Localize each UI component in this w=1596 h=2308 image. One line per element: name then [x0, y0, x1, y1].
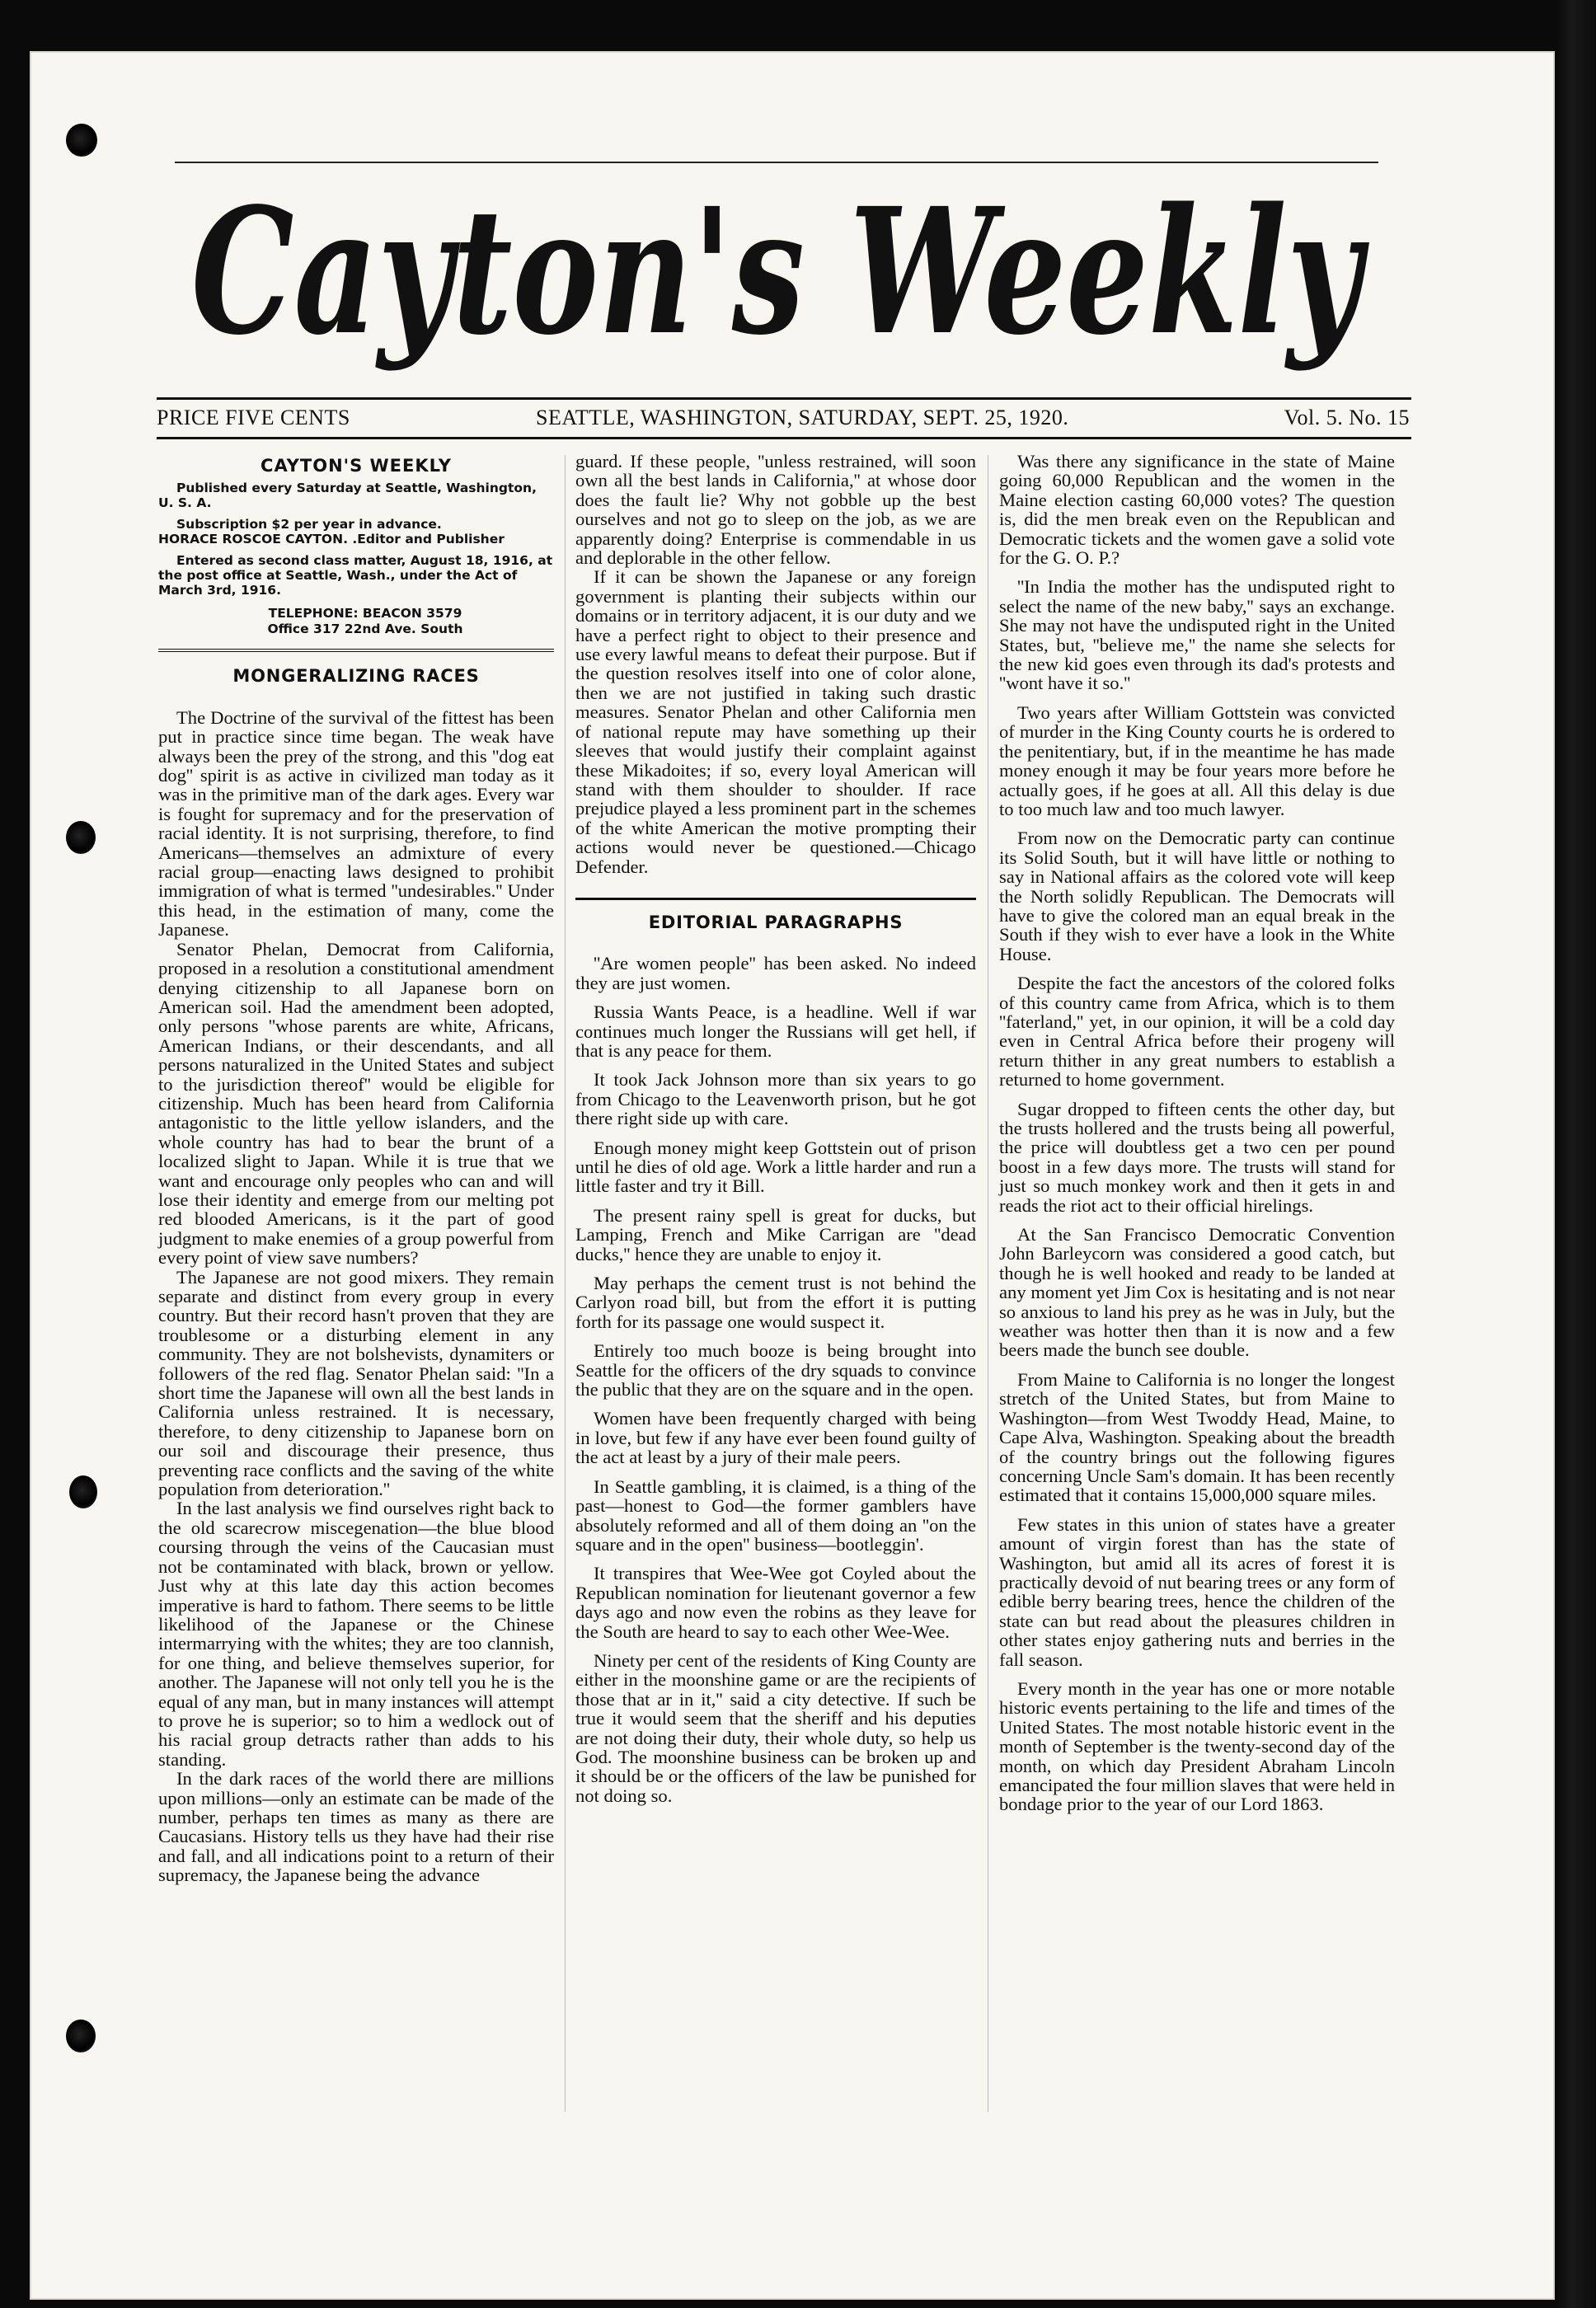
editorial-paragraph: Despite the fact the ancestors of the colored folks of this country came from Africa, which is to them ''faterland,'' yet, in our opinion, it will be a cold day even in Central Africa before their progeny will return thither in any great numbers to establish a returned to home government. [999, 973, 1395, 1091]
masthead-rule [157, 397, 1411, 400]
editorial-paragraph: Two years after William Gottstein was convicted of murder in the King County courts he is ordered to the penitentiary, but, if in the meantime he has made money enough it may be four years more before he actually goes, if he goes at all. All this delay is due to too much law and too much lawyer. [999, 701, 1395, 819]
article-paragraph: Senator Phelan, Democrat from California, proposed in a resolution a constitutional amendment denying citizenship to all Japanese born on American soil. Had the amendment been adopted, only persons ''whose parents are white, Africans, American Indians, or their descendants, and all persons naturalized in the United States and subject to the jurisdiction thereof'' would be eligible for citizenship. Much has been heard from California antagonistic to the little yellow islanders, and the whole country has had to bear the brunt of a localized slight to Japan. While it is true that we want and encourage only peoples who can and will lose their identity and emerge from our melting pot red blooded Americans, is it the part of good judgment to make enemies of a group powerful from every point of view save numbers? [158, 938, 554, 1269]
masthead-title: Cayton's Weekly [191, 170, 1370, 373]
price: PRICE FIVE CENTS [157, 406, 350, 429]
editorial-paragraph: Was there any significance in the state of Maine going 60,000 Republican and the women in the Maine election casting 60,000 votes? The question is, did the men break even on the Republican and Democratic tickets and the women gave a solid vote for the G. O. P.? [999, 451, 1395, 569]
article-paragraph: In the last analysis we find ourselves right back to the old scarecrow miscegenation—the blue blood coursing through the veins of the Caucasian must not be contaminated with black, brown or yellow. Just why at this late day this action becomes imperative is hard to fathom. There seems to be little likelihood of the Japanese or the Chinese intermarrying with the whites; they are too clannish, for one thing, and believe themselves superior, for another. The Japanese will not only tell you he is the equal of any man, but in many instances will attempt to prove he is superior; so to him a wedlock out of his racial group detracts rather than adds to his standing. [158, 1498, 554, 1770]
info-bar-rule [157, 437, 1411, 439]
column-1 [158, 452, 554, 1885]
binding-hole [69, 1475, 97, 1508]
column-3 [999, 452, 1395, 1814]
binding-hole [66, 124, 97, 157]
scan-edge [1556, 0, 1596, 2308]
column-2 [575, 452, 976, 1805]
editorial-paragraph: The present rainy spell is great for ducks, but Lamping, French and Mike Carrigan are ''dead ducks,'' hence they are unable to enjoy it. [575, 1204, 976, 1264]
publisher-box-line: Subscription $2 per year in advance. [176, 517, 442, 532]
editorial-paragraph: Every month in the year has one or more notable historic events pertaining to the life and times of the United States. The most notable historic event in the month of September is the twenty-second day of the month, on which day President Abraham Lincoln emancipated the four million slaves that were held in bondage prior to the year of our Lord 1863. [999, 1677, 1395, 1815]
editorial-paragraph: Ninety per cent of the residents of King County are either in the moonshine game or are the recipients of those that ar in it,'' said a city detective. If such be true it would seem that the sheriff and his deputies are not doing their duty, their whole duty, so help us God. The moonshine business can be broken up and it should be or the officers of the law be punished for not doing so. [575, 1649, 976, 1806]
editorial-paragraph: In Seattle gambling, it is claimed, is a thing of the past—honest to God—the former gamblers have absolutely reformed and all of them doing an ''on the square and in the open'' business—bootleggin'. [575, 1475, 976, 1555]
article-paragraph: If it can be shown the Japanese or any foreign government is planting their subjects within our domains or in territory adjacent, it is our duty and we have a perfect right to object to their presence and use every lawful means to defeat their purpose. But if the question resolves itself into one of color alone, then we are not justified in taking such drastic measures. Senator Phelan and other California men of national repute may have something up their sleeves that would justify their complaint against these Mikadoites; if so, every loyal American will stand with them shoulder to shoulder. If race prejudice played a less prominent part in the schemes of the white American the motive prompting their actions would never be questioned.—Chicago Defender. [575, 566, 976, 877]
editorial-paragraph: Sugar dropped to fifteen cents the other day, but the trusts hollered and the trusts being all powerful, the price will doubtless get a two cen per pound boost in a few days more. The trusts will stand for just so much monkey work and then it gets in and reads the riot act to their official hirelings. [999, 1098, 1395, 1216]
article-headline: MONGERALIZING RACES [232, 666, 480, 687]
binding-hole [66, 821, 96, 854]
publisher-telephone: TELEPHONE: BEACON 3579 [268, 606, 462, 622]
section-divider [575, 898, 976, 900]
masthead [175, 162, 1378, 396]
publisher-box-line: Entered as second class matter, August 18, 1916, at the post office at Seattle, Wash., under the Act of March 3rd, 1916. [158, 553, 553, 598]
editorial-paragraph: From now on the Democratic party can continue its Solid South, but it will have little or nothing to say in National affairs as the colored vote will keep the North solidly Republican. The Democrats will have to give the colored man an equal break in the South if they wish to ever have a look in the White House. [999, 828, 1395, 964]
article-paragraph: In the dark races of the world there are millions upon millions—only an estimate can be made of the number, perhaps ten times as many as there are Caucasians. History tells us they have had their rise and fall, and all indications point to a return of their supremacy, the Japanese being the advance [158, 1768, 554, 1886]
editorial-paragraph: It transpires that Wee-Wee got Coyled about the Republican nomination for lieutenant governor a few days ago and now even the robins as they leave for the South are heard to say to each other Wee-Wee. [575, 1563, 976, 1642]
masthead-logo [175, 163, 1378, 396]
editorial-paragraph: May perhaps the cement trust is not behind the Carlyon road bill, but from the effort it is putting forth for its passage one would suspect it. [575, 1273, 976, 1332]
binding-hole [66, 2020, 96, 2052]
column-rule [565, 455, 566, 2112]
editorial-paragraph: From Maine to California is no longer the longest stretch of the United States, but from Maine to Washington—from West Twoddy Head, Maine, to Cape Alva, Washington. Speaking about the breadth of the country brings out the following figures concerning Uncle Sam's domain. It has been recently estimated that it contains 15,000,000 square miles. [999, 1368, 1395, 1506]
editorial-paragraph: ''Are women people'' has been asked. No indeed they are just women. [575, 953, 976, 993]
editorial-paragraph: Entirely too much booze is being brought into Seattle for the officers of the dry squads to convince the public that they are on the square and in the open. [575, 1340, 976, 1400]
article-paragraph: The Doctrine of the survival of the fittest has been put in practice since time began. The weak have always been the prey of the strong, and this ''dog eat dog'' spirit is as active in civilized man today as it was in the primitive man of the dark ages. Every war is fought for supremacy and for the preservation of racial identity. It is not surprising, therefore, to find Americans—themselves an admixture of every racial group—enacting laws designed to prohibit immigration of what is termed ''undesirables.'' Under this head, in the estimation of many, come the Japanese. [158, 706, 554, 941]
editorial-paragraph: Few states in this union of states have a greater amount of virgin forest than has the state of Washington, but amid all its acres of forest it is practically devoid of nut bearing trees or any form of edible berry bearing trees, hence the children of the state can but read about the pleasures children in other states enjoy gathering nuts and berries in the fall season. [999, 1513, 1395, 1670]
editorial-paragraph: It took Jack Johnson more than six years to go from Chicago to the Leavenworth prison, but he got there right side up with care. [575, 1069, 976, 1129]
editorial-headline: EDITORIAL PARAGRAPHS [648, 912, 904, 932]
editorial-paragraph: Enough money might keep Gottstein out of prison until he dies of old age. Work a little harder and run a little faster and try it Bill. [575, 1137, 976, 1197]
volume-number: Vol. 5. No. 15 [1284, 406, 1410, 429]
editorial-paragraph: Russia Wants Peace, is a headline. Well if war continues much longer the Russians will get hell, if that is any peace for them. [575, 1002, 976, 1061]
editorial-paragraph: Women have been frequently charged with being in love, but few if any have ever been found guilty of the act at least by a jury of their male peers. [575, 1408, 976, 1468]
article-paragraph: The Japanese are not good mixers. They remain separate and distinct from every group in every country. But their record hasn't proven that they are troublesome or a disturbing element in any community. They are not bolshevists, dynamiters or followers of the red flag. Senator Phelan said: ''In a short time the Japanese will own all the best lands in California unless restrained. It is necessary, therefore, to deny citizenship to Japanese born on our soil and discourage their presence, thus preventing race conflicts and the saving of the white population from deterioration.'' [158, 1266, 554, 1500]
publisher-box-line: HORACE ROSCOE CAYTON. .Editor and Publisher [158, 532, 505, 547]
editorial-paragraph: At the San Francisco Democratic Convention John Barleycorn was considered a good catch, but though he is well hooked and ready to be landed at any moment yet Jim Cox is hesitating and is not near so anxious to land his prey as he was in July, but the weather was hotter then than it is now and a few beers made the bunch see double. [999, 1224, 1395, 1361]
editorial-paragraph: ''In India the mother has the undisputed right to select the name of the new baby,'' says an exchange. She may not have the undisputed right in the United States, but, ''believe me,'' the name she selects for the new kid goes even through its dad's protests and ''wont have it so.'' [999, 576, 1395, 694]
info-bar [157, 404, 1410, 434]
article-paragraph: guard. If these people, ''unless restrained, will soon own all the best lands in California,'' at whose door does the fault lie? Why not gobble up the best ourselves and not go to sleep on the job, as we are apparently doing? Enterprise is commendable in us and deplorable in the other fellow. [575, 451, 976, 569]
publisher-box-line: Published every Saturday at Seattle, Washington, U. S. A. [158, 481, 537, 511]
publisher-box-title: CAYTON'S WEEKLY [261, 456, 452, 476]
section-divider [158, 649, 554, 652]
dateline: SEATTLE, WASHINGTON, SATURDAY, SEPT. 25, 1920. [536, 406, 1069, 429]
publisher-office: Office 317 22nd Ave. South [267, 622, 463, 637]
